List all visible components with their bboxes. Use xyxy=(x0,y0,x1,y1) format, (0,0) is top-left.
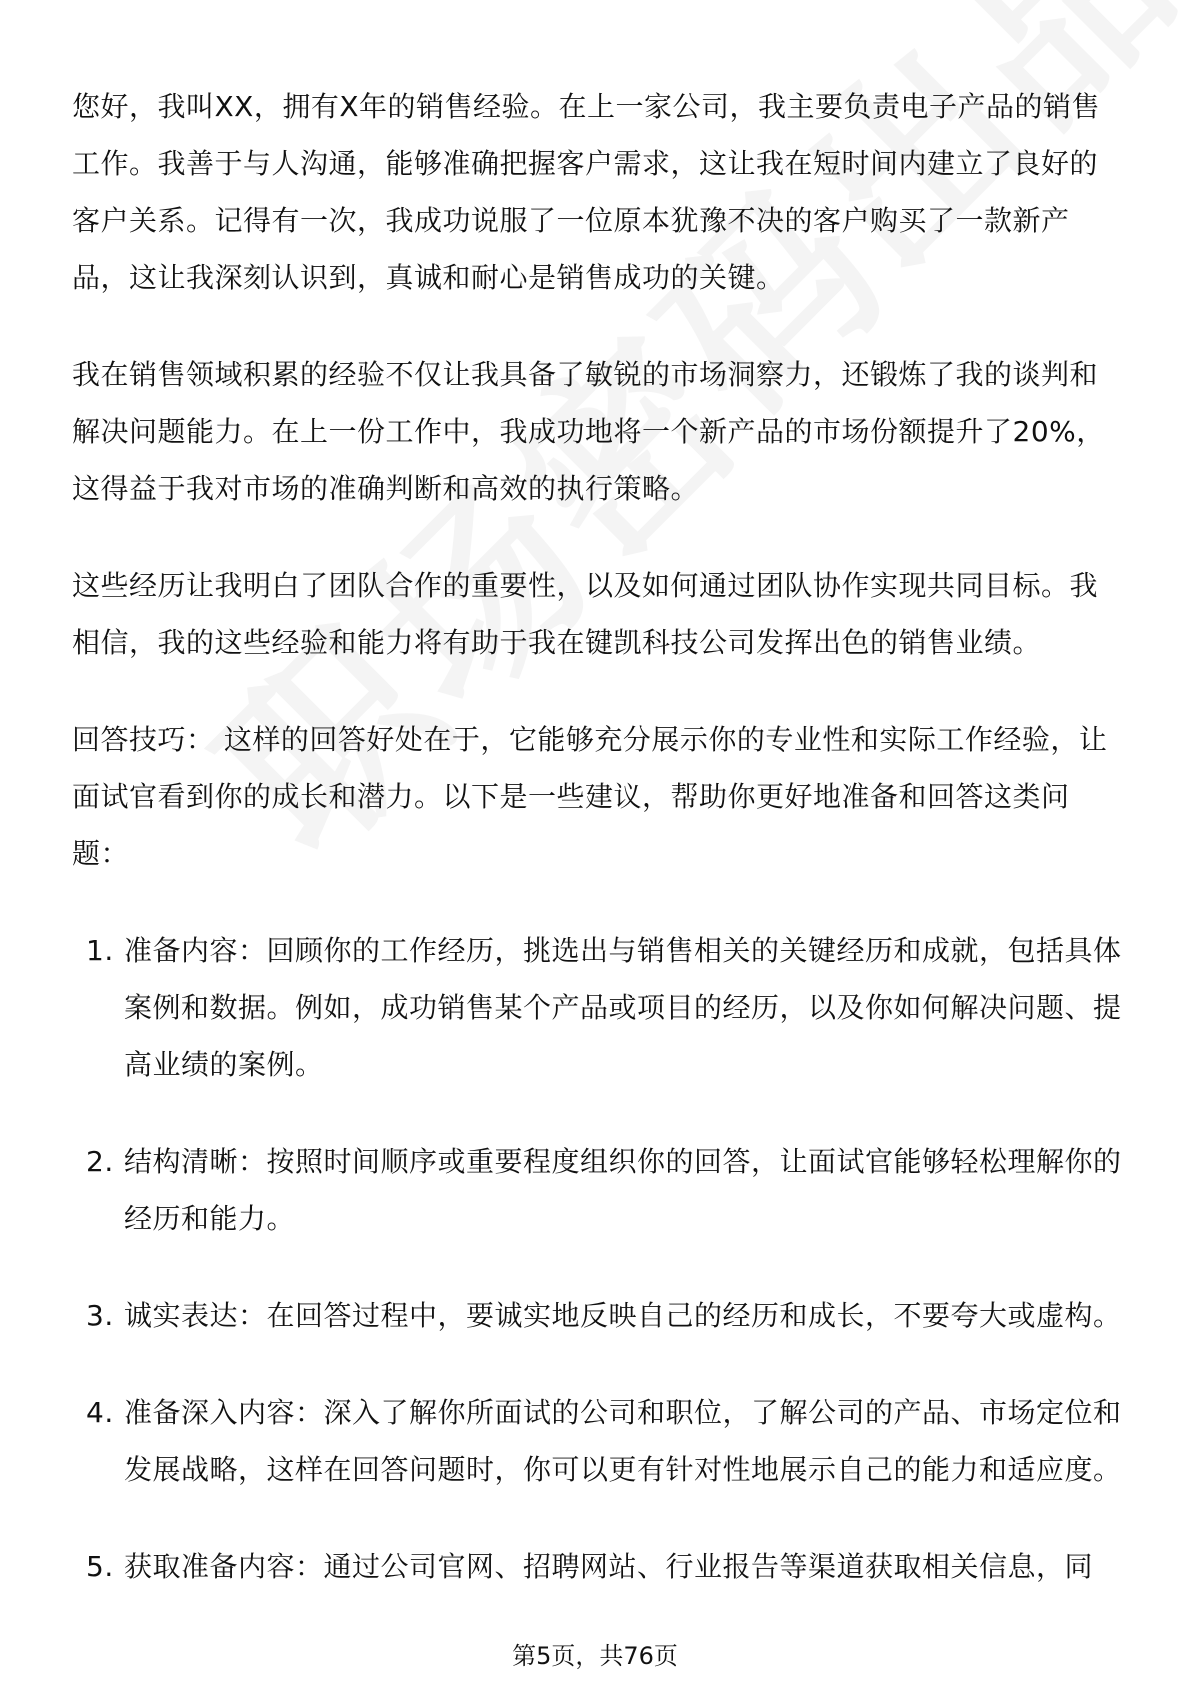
list-text: 准备深入内容：深入了解你所面试的公司和职位，了解公司的产品、市场定位和发展战略，这样在回答问题时，你可以更有针对性地展示自己的能力和适应度。 xyxy=(124,1396,1122,1486)
list-text: 结构清晰：按照时间顺序或重要程度组织你的回答，让面试官能够轻松理解你的经历和能力。 xyxy=(124,1145,1122,1235)
list-text: 准备内容：回顾你的工作经历，挑选出与销售相关的关键经历和成就，包括具体案例和数据。例如，成功销售某个产品或项目的经历，以及你如何解决问题、提高业绩的案例。 xyxy=(124,934,1122,1081)
list-number: 2. xyxy=(86,1145,114,1178)
list-item xyxy=(72,1538,1122,1595)
list-item xyxy=(72,1384,1122,1498)
list-number: 4. xyxy=(86,1396,114,1429)
page-footer: 第5页，共76页 xyxy=(512,1642,678,1670)
list-number: 3. xyxy=(86,1299,114,1332)
list-item xyxy=(72,1287,1122,1344)
list-number: 1. xyxy=(86,934,114,967)
paragraph-teamwork: 这些经历让我明白了团队合作的重要性，以及如何通过团队协作实现共同目标。我相信，我的这些经验和能力将有助于我在键凯科技公司发挥出色的销售业绩。 xyxy=(72,569,1099,659)
list-number: 5. xyxy=(86,1550,114,1583)
paragraph-answer-tips: 回答技巧： 这样的回答好处在于，它能够充分展示你的专业性和实际工作经验，让面试官看到你的成长和潜力。以下是一些建议，帮助你更好地准备和回答这类问题： xyxy=(72,723,1108,870)
document-body xyxy=(72,78,1122,1635)
list-text: 获取准备内容：通过公司官网、招聘网站、行业报告等渠道获取相关信息，同 xyxy=(124,1550,1094,1583)
tips-list xyxy=(72,922,1122,1595)
list-text: 诚实表达：在回答过程中，要诚实地反映自己的经历和成长，不要夸大或虚构。 xyxy=(124,1299,1122,1332)
paragraph-experience: 我在销售领域积累的经验不仅让我具备了敏锐的市场洞察力，还锻炼了我的谈判和解决问题能力。在上一份工作中，我成功地将一个新产品的市场份额提升了20%，这得益于我对市场的准确判断和高效的执行策略。 xyxy=(72,358,1105,505)
paragraph-intro: 您好，我叫XX，拥有X年的销售经验。在上一家公司，我主要负责电子产品的销售工作。我善于与人沟通，能够准确把握客户需求，这让我在短时间内建立了良好的客户关系。记得有一次，我成功说服了一位原本犹豫不决的客户购买了一款新产品，这让我深刻认识到，真诚和耐心是销售成功的关键。 xyxy=(72,90,1101,294)
list-item xyxy=(72,922,1122,1093)
list-item xyxy=(72,1133,1122,1247)
